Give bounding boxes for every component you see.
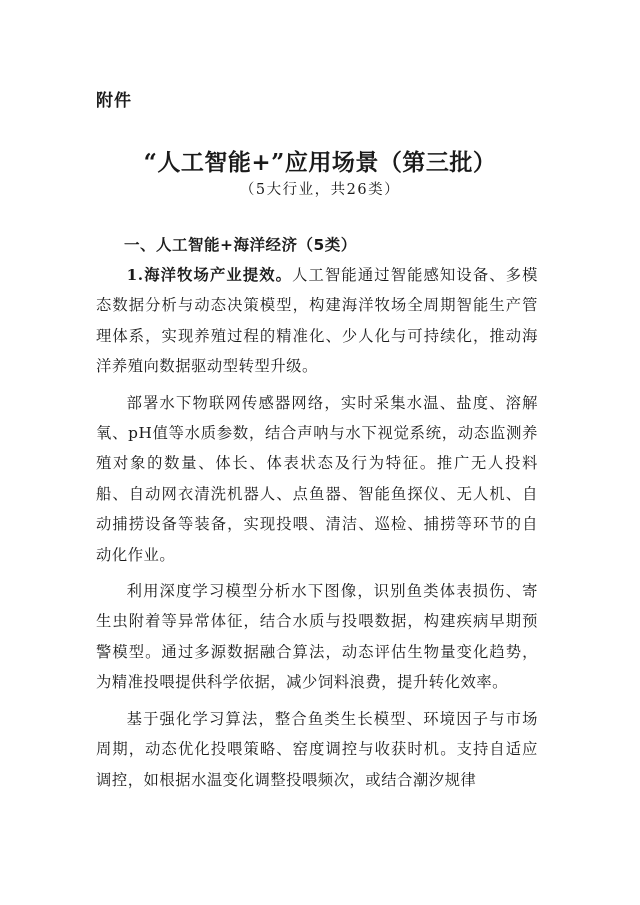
paragraph-4: 基于强化学习算法，整合鱼类生长模型、环境因子与市场周期，动态优化投喂策略、窑度调控与收获时机。支持自适应调控，如根据水温变化调整投喂频次，或结合潮汐规律 (96, 709, 538, 789)
paragraph-2: 部署水下物联网传感器网络，实时采集水温、盐度、溶解氧、pH值等水质参数，结合声呐与水下视觉系统，动态监测养殖对象的数量、体长、体表状态及行为特征。推广无人投料船、自动网衣清洗机器人、点鱼器、智能鱼探仪、无人机、自动捕捞设备等装备，实现投喂、清洁、巡检、捕捞等环节的自动化作业。 (96, 393, 538, 564)
attachment-label: 附件 (96, 91, 132, 111)
paragraph-3: 利用深度学习模型分析水下图像，识别鱼类体表损伤、寄生虫附着等异常体征，结合水质与投喂数据，构建疾病早期预警模型。通过多源数据融合算法，动态评估生物量变化趋势，为精准投喂提供科学依据，减少饲料浪费，提升转化效率。 (96, 582, 538, 692)
paragraph-1-lead: 1.海洋牧场产业提效。 (126, 266, 293, 284)
page-subtitle: （5大行业，共26类） (239, 182, 401, 198)
paragraph-1-text: 人工智能通过智能感知设备、多模态数据分析与动态决策模型，构建海洋牧场全周期智能生产管理体系，实现养殖过程的精准化、少人化与可持续化，推动海洋养殖向数据驱动型转型升级。 (96, 266, 538, 376)
section-heading: 一、人工智能+海洋经济（5类） (124, 236, 357, 254)
paragraph-1 (96, 260, 538, 382)
page-title: “人工智能+”应用场景（第三批） (143, 149, 497, 176)
document-body (96, 260, 538, 801)
